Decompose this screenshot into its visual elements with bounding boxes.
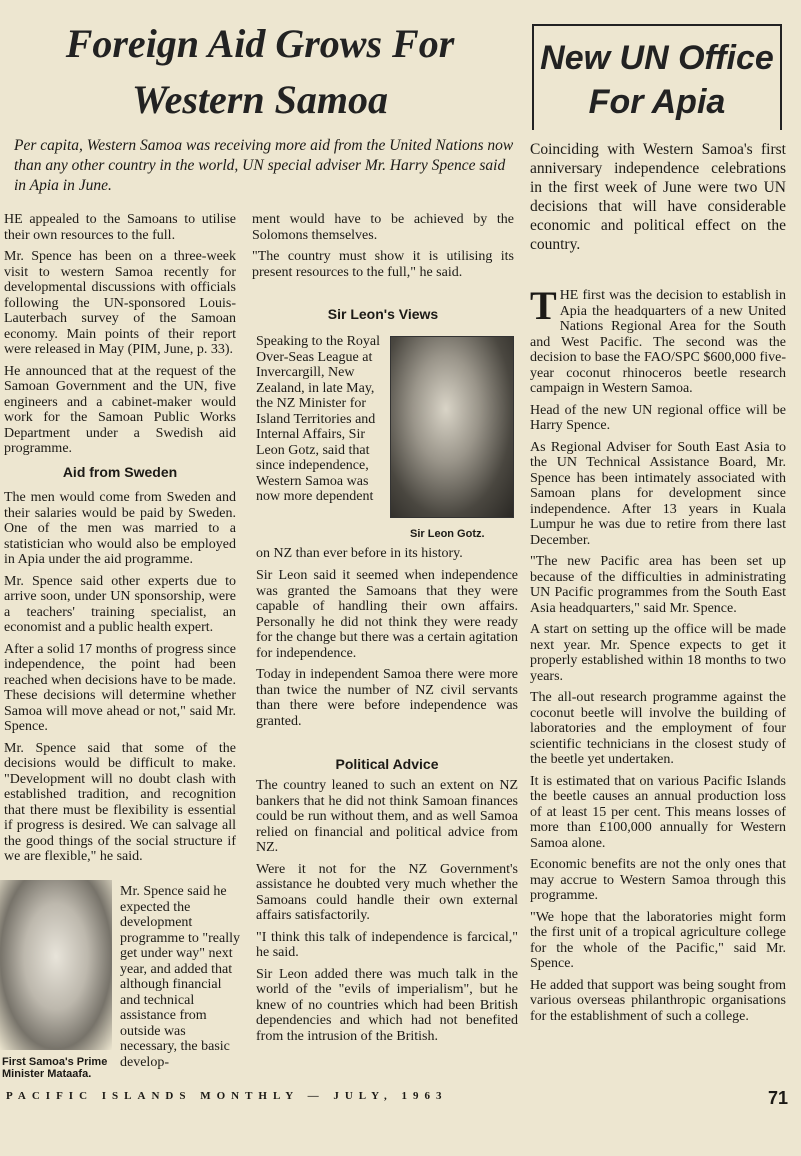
subhead-sir-leons-views: Sir Leon's Views xyxy=(327,306,439,322)
gotz-photo xyxy=(390,336,514,518)
body-paragraph: Mr. Spence has been on a three-week visit to western Samoa recently for developmental discussions with officials following the UN-sponsored Louis-Lauterbach survey of the Samoan economy. Main points of their report were released in May (PIM, June, p. 33). xyxy=(4,249,236,357)
right-headline xyxy=(534,36,780,124)
right-headline-box xyxy=(532,24,782,130)
left-column-2-bottom xyxy=(256,778,518,1082)
body-paragraph: Economic benefits are not the only ones that may accrue to Western Samoa through this programme. xyxy=(530,857,786,903)
body-paragraph: He added that support was being sought from various overseas philanthropic organisations for the establishment of such a college. xyxy=(530,977,786,1024)
gotz-caption: Sir Leon Gotz. xyxy=(410,528,485,540)
right-headline-line1: New UN Office xyxy=(540,39,774,77)
body-paragraph: "We hope that the laboratories might form the first unit of a tropical agriculture college for the whole of the Pacific," said Mr. Spence. xyxy=(530,909,786,971)
left-column-2-wrap-end: on NZ than ever before in its history. xyxy=(256,546,463,561)
left-column-2-wrap: Speaking to the Royal Over-Seas League at Invercargill, New Zealand, in late May, the NZ Minister for Island Territories and Internal Affairs, Sir Leon Gotz, said that since independence, Western Samoa was now more dependent xyxy=(256,334,381,504)
body-paragraph: "The country must show it is utilising its present resources to the full," he said. xyxy=(252,249,514,280)
right-column xyxy=(530,288,786,1082)
body-paragraph: ment would have to be achieved by the Solomons themselves. xyxy=(252,212,514,243)
body-paragraph: HE appealed to the Samoans to utilise their own resources to the full. xyxy=(4,212,236,243)
body-paragraph: The country leaned to such an extent on NZ bankers that he did not think Samoan finances could be run without them, and as well Samoa relied on financial and political advice from NZ. xyxy=(256,778,518,855)
body-paragraph: As Regional Adviser for South East Asia to the UN Technical Assistance Board, Mr. Spence has been intimately associated with Samoan plans for development since independence. After 13 years in Kuala Lumpur he was due to retire from there last December. xyxy=(530,439,786,548)
caption-line: First Samoa's Prime xyxy=(2,1056,108,1068)
body-paragraph: The all-out research programme against the coconut beetle will involve the building of laboratories and the employment of four scientific technicians in the closest study of the beetle yet undertaken. xyxy=(530,690,786,767)
mataafa-photo xyxy=(0,880,112,1050)
body-paragraph: Head of the new UN regional office will be Harry Spence. xyxy=(530,402,786,433)
left-headline-line1: Foreign Aid Grows For xyxy=(65,21,455,66)
drop-cap: T xyxy=(530,288,557,328)
body-paragraph: After a solid 17 months of progress since independence, the point had been reached when decisions have to be made. These decisions will determine whether Samoa will move ahead or not," said Mr. Spence. xyxy=(4,641,236,734)
body-paragraph: The men would come from Sweden and their salaries would be paid by Sweden. One of the men was married to a statistician who would also be employed in Apia under the aid programme. xyxy=(4,490,236,567)
body-paragraph: "The new Pacific area has been set up because of the difficulties in administrating UN Pacific programmes from the South East Asia headquarters," said Mr. Spence. xyxy=(530,554,786,616)
left-column-1-wrap: Mr. Spence said he expected the development programme to "really get under way" next year, and added that although financial and technical assistance from outside was necessary, the basic develop- xyxy=(120,884,240,1070)
first-paragraph xyxy=(530,288,786,397)
right-headline-line2: For Apia xyxy=(588,83,726,121)
body-paragraph: A start on setting up the office will be made next year. Mr. Spence expects to get it properly established within 18 months to two years. xyxy=(530,622,786,684)
caption-line: Minister Mataafa. xyxy=(2,1068,92,1080)
body-paragraph: Today in independent Samoa there were more than twice the number of NZ civil servants than there were before independence was granted. xyxy=(256,667,518,729)
left-headline-line2: Western Samoa xyxy=(132,77,388,122)
intro-paragraph: Per capita, Western Samoa was receiving more aid from the United Nations now than any other country in the world, UN special adviser Mr. Harry Spence said in Apia in June. xyxy=(14,137,514,194)
body-paragraph: Sir Leon added there was much talk in the world of the "evils of imperialism", but he knew of no countries which had been British dependencies and which had not benefited from the intrusion of the British. xyxy=(256,966,518,1044)
left-headline xyxy=(0,16,520,128)
body-paragraph: Mr. Spence said other experts due to arrive soon, under UN sponsorship, were a teachers' training specialist, an economist and a public health expert. xyxy=(4,573,236,635)
body-paragraph: Sir Leon said it seemed when independence was granted the Samoans that they were capable of handling their own affairs. Personally he did not think they were ready for the change but there was a certain agitation for independence. xyxy=(256,568,518,661)
first-paragraph-text: HE first was the decision to establish in Apia the headquarters of a new United Nations Regional Area for the South and West Pacific. The second was the decision to base the FAO/SPC $600,000 five-year coconut rhinoceros beetle research campaign in Western Samoa. xyxy=(530,288,786,396)
body-paragraph: It is estimated that on various Pacific Islands the beetle causes an annual production loss of at least 15 per cent. This means losses of more than £100,000 annually for Western Samoa alone. xyxy=(530,773,786,851)
mataafa-caption xyxy=(2,1056,122,1080)
body-paragraph: Were it not for the NZ Government's assistance he doubted very much whether the Samoans could handle their own external affairs satisfactorily. xyxy=(256,861,518,923)
body-paragraph: Mr. Spence said that some of the decisions would be difficult to make. "Development will no doubt clash with established tradition, and recognition that there must be flexibility is essential if progress is desired. We can salvage all the good things of the social structure if we are flexible," he said. xyxy=(4,740,236,864)
body-paragraph: He announced that at the request of the Samoan Government and the UN, five engineers and a cabinet-maker would work for the Samoan Public Works Department under a Swedish aid programme. xyxy=(4,363,236,456)
footer-text: PACIFIC ISLANDS MONTHLY — JULY, 1963 xyxy=(6,1090,448,1102)
left-column-2-mid xyxy=(256,568,518,746)
subhead-political-advice: Political Advice xyxy=(335,756,439,772)
subhead-aid-from-sweden: Aid from Sweden xyxy=(62,463,178,480)
body-paragraph: "I think this talk of independence is farcical," he said. xyxy=(256,929,518,960)
page-number: 71 xyxy=(768,1088,789,1108)
right-lead: Coinciding with Western Samoa's first anniversary independence celebrations in the first week of June were two UN decisions that will have considerable economic and political effect on the country. xyxy=(530,141,786,253)
